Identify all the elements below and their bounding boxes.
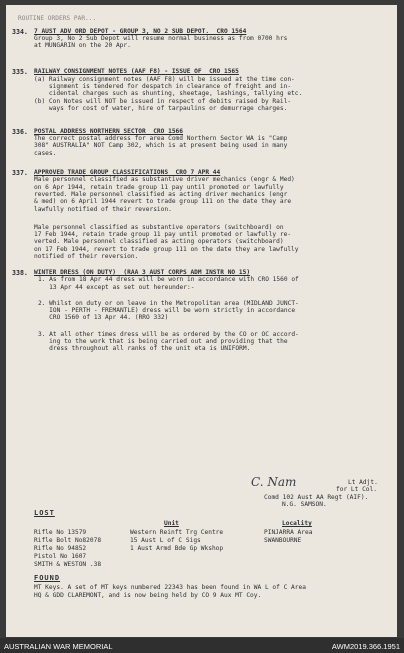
lost-item: Rifle Bolt No82078 <box>34 537 102 544</box>
lost-unit: 1 Aust Armd Bde Gp Wkshop <box>130 545 224 552</box>
item-number: 335. <box>12 68 28 76</box>
item-line: Male personnel classified as substantive driver mechanics (engr & Med) <box>34 176 295 183</box>
item-number: 338. <box>12 269 28 277</box>
item-line: ways for cost of water, hire of tarpaulins or demurrage charges. <box>34 105 288 112</box>
item-heading: APPROVED TRADE GROUP CLASSIFICATIONS CRO 7 APR 44 <box>34 169 221 176</box>
item-heading: 7 AUST ADV ORD DEPOT - GROUP 3, NO 2 SUB DEPOT. CRO 1564 <box>34 28 247 35</box>
lost-unit-column: Unit <box>164 520 179 527</box>
item-number: 337. <box>12 169 28 177</box>
item-line: cases. <box>34 150 57 157</box>
item-line: at MUNGARIN on the 20 Apr. <box>34 42 131 49</box>
lost-unit: Western Reinft Trg Centre <box>130 529 224 536</box>
item-line: (b) Con Notes will NOT be issued in respect of debits raised by Rail- <box>34 98 292 105</box>
document-page <box>6 5 397 637</box>
item-line: cidental charges such as shunting, sheetage, lashings, tallying etc. <box>34 90 303 97</box>
item-line: 1. As from 18 Apr 44 dress will be worn in accordance with CRO 1560 of <box>38 276 299 283</box>
item-line: reverted. Male personnel classified as acting driver mechanics (engr <box>34 191 288 198</box>
item-line: dress throughout all ranks of the unit eta is UNIFORM. <box>38 345 251 352</box>
item-line: 13 Apr 44 except as set out hereunder:- <box>38 284 195 291</box>
signature-line: for Lt Col. <box>336 486 377 493</box>
item-line: 3. At all other times dress will be as ordered by the CO or OC accord- <box>38 331 299 338</box>
item-line: 308" AUSTRALIA" NOT Camp 302, which is at present being used in many <box>34 142 288 149</box>
found-line: MT Keys. A set of MT keys numbered 22343 has been found in WA L of C Area <box>34 584 306 591</box>
lost-item: Pistol No 1607 <box>34 553 87 560</box>
item-line: (a) Railway consignment notes (AAF F8) will be issued at the time con- <box>34 76 295 83</box>
found-heading: FOUND <box>34 574 61 582</box>
lost-locality: SWANBOURNE <box>264 537 302 544</box>
footer-institution: AUSTRALIAN WAR MEMORIAL <box>4 642 113 651</box>
handwritten-signature: C. Nam <box>251 475 297 489</box>
lost-item: Rifle No 13579 <box>34 529 87 536</box>
lost-locality-column: Locality <box>282 520 312 527</box>
item-line: on 6 Apr 1944, retain trade group 11 pay until promoted or lawfully <box>34 184 284 191</box>
item-line: Group 3, No 2 Sub Depot will resume normal business as from 0700 hrs <box>34 35 288 42</box>
item-line: 2. Whilst on duty or on leave in the Metropolitan area (MIDLAND JUNCT- <box>38 300 299 307</box>
item-line: notified of their reversion. <box>34 253 139 260</box>
item-line: The correct postal address for area Comd Northern Sector WA is "Camp <box>34 135 288 142</box>
item-heading: WINTER DRESS (ON DUTY) (RAA 3 AUST CORPS ADM INSTR NO 15) <box>34 269 251 276</box>
lost-item: SMITH & WESTON .38 <box>34 561 102 568</box>
item-line: on 17 Feb 1944, revert to trade group 111 on the date they are lawfully <box>34 246 299 253</box>
item-line: 17 Feb 1944, retain trade group 11 pay until promoted or lawfully re- <box>34 231 292 238</box>
archive-footer <box>0 638 404 653</box>
item-number: 336. <box>12 128 28 136</box>
item-line: & med) on 6 April 1944 revert to trade group 111 on the date they are <box>34 198 292 205</box>
item-line: lawfully notified of their reversion. <box>34 206 172 213</box>
item-line: CRO 1560 of 13 Apr 44. (RRO 332) <box>38 314 169 321</box>
item-line: Male personnel classified as substantive operators (switchboard) on <box>34 224 284 231</box>
lost-heading: LOST <box>34 509 55 517</box>
item-line: signment is tendered for despatch in clearance of freight and in- <box>34 83 292 90</box>
item-line: ing to the work that is being carried out and providing that the <box>38 338 288 345</box>
item-heading: RAILWAY CONSIGNMENT NOTES (AAF F8) - ISSUE OF CRO 1565 <box>34 68 239 75</box>
lost-locality: PINJARRA Area <box>264 529 313 536</box>
page-header: ROUTINE ORDERS PAR... <box>18 15 97 22</box>
signature-line: Lt Adjt. <box>348 479 378 486</box>
found-line: HQ & GDD CLAREMONT, and is now being held by CO 9 Aux MT Coy. <box>34 592 262 599</box>
footer-catalogue-number: AWM2019.366.1951 <box>331 642 400 651</box>
item-heading: POSTAL ADDRESS NORTHERN SECTOR CRO 1566 <box>34 128 184 135</box>
item-number: 334. <box>12 28 28 36</box>
lost-item: Rifle No 94852 <box>34 545 87 552</box>
signature-line: Comd 102 Aust AA Regt (AIF). <box>264 494 369 501</box>
item-line: verted. Male personnel classified as acting operators (switchboard) <box>34 238 284 245</box>
item-line: ION - PERTH - FREMANTLE) dress will be worn strictly in accordance <box>38 307 296 314</box>
signature-line: N.G. SAMSON. <box>282 501 327 508</box>
lost-unit: 15 Aust L of C Sigs <box>130 537 201 544</box>
